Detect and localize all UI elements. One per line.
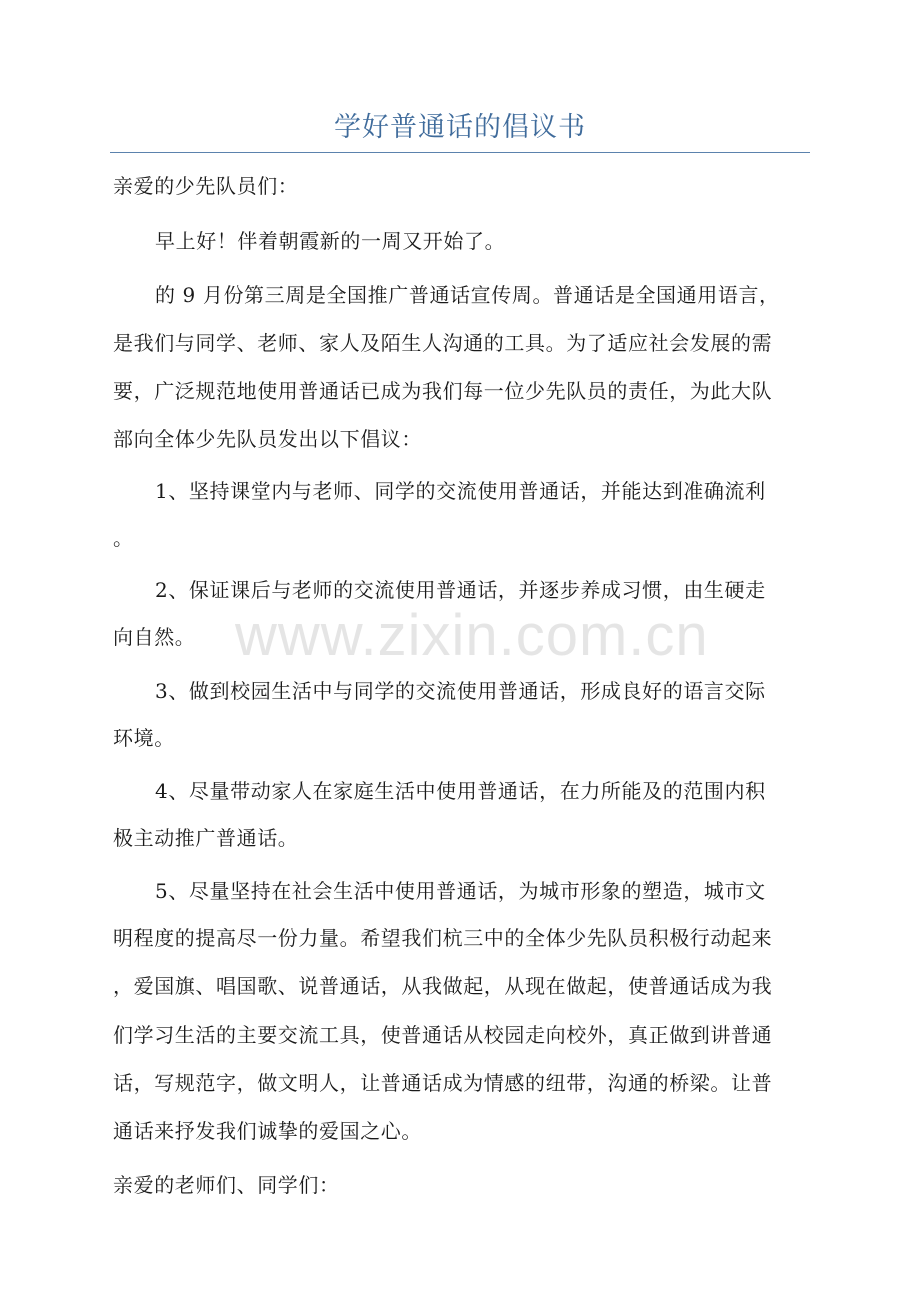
paragraph-line: 是我们与同学、老师、家人及陌生人沟通的工具。为了适应社会发展的需 bbox=[113, 331, 773, 355]
paragraph-line: 们学习生活的主要交流工具，使普通话从校园走向校外，真正做到讲普通 bbox=[113, 1023, 773, 1047]
paragraph-line: 要，广泛规范地使用普通话已成为我们每一位少先队员的责任，为此大队 bbox=[113, 379, 773, 403]
paragraph-line: 话，写规范字，做文明人，让普通话成为情感的纽带，沟通的桥梁。让普 bbox=[113, 1071, 773, 1095]
paragraph-line: 部向全体少先队员发出以下倡议： bbox=[113, 427, 422, 451]
paragraph-line: 。 bbox=[113, 526, 134, 550]
paragraph-line: 5、尽量坚持在社会生活中使用普通话，为城市形象的塑造，城市文 bbox=[155, 879, 766, 903]
paragraph-line: 明程度的提高尽一份力量。希望我们杭三中的全体少先队员积极行动起来 bbox=[113, 926, 773, 950]
paragraph-line: 3、做到校园生活中与同学的交流使用普通话，形成良好的语言交际 bbox=[155, 679, 766, 703]
title-divider bbox=[110, 152, 810, 153]
watermark: www.zixin.com.cn bbox=[235, 603, 709, 668]
paragraph-line: 1、坚持课堂内与老师、同学的交流使用普通话，并能达到准确流利 bbox=[155, 479, 766, 503]
paragraph-line: 向自然。 bbox=[113, 625, 196, 649]
paragraph-line: 亲爱的少先队员们： bbox=[113, 174, 299, 198]
paragraph-line: 环境。 bbox=[113, 726, 175, 750]
paragraph-line: 早上好！伴着朝霞新的一周又开始了。 bbox=[155, 229, 506, 253]
paragraph-line: 亲爱的老师们、同学们： bbox=[113, 1173, 340, 1197]
paragraph-line: 4、尽量带动家人在家庭生活中使用普通话，在力所能及的范围内积 bbox=[155, 779, 766, 803]
paragraph-line: 通话来抒发我们诚挚的爱国之心。 bbox=[113, 1119, 422, 1143]
paragraph-line: 的 9 月份第三周是全国推广普通话宣传周。普通话是全国通用语言， bbox=[155, 283, 780, 307]
paragraph-line: ，爱国旗、唱国歌、说普通话，从我做起，从现在做起，使普通话成为我 bbox=[113, 974, 773, 998]
paragraph-line: 极主动推广普通话。 bbox=[113, 826, 299, 850]
paragraph-line: 2、保证课后与老师的交流使用普通话，并逐步养成习惯，由生硬走 bbox=[155, 578, 766, 602]
document-title: 学好普通话的倡议书 bbox=[334, 112, 586, 143]
